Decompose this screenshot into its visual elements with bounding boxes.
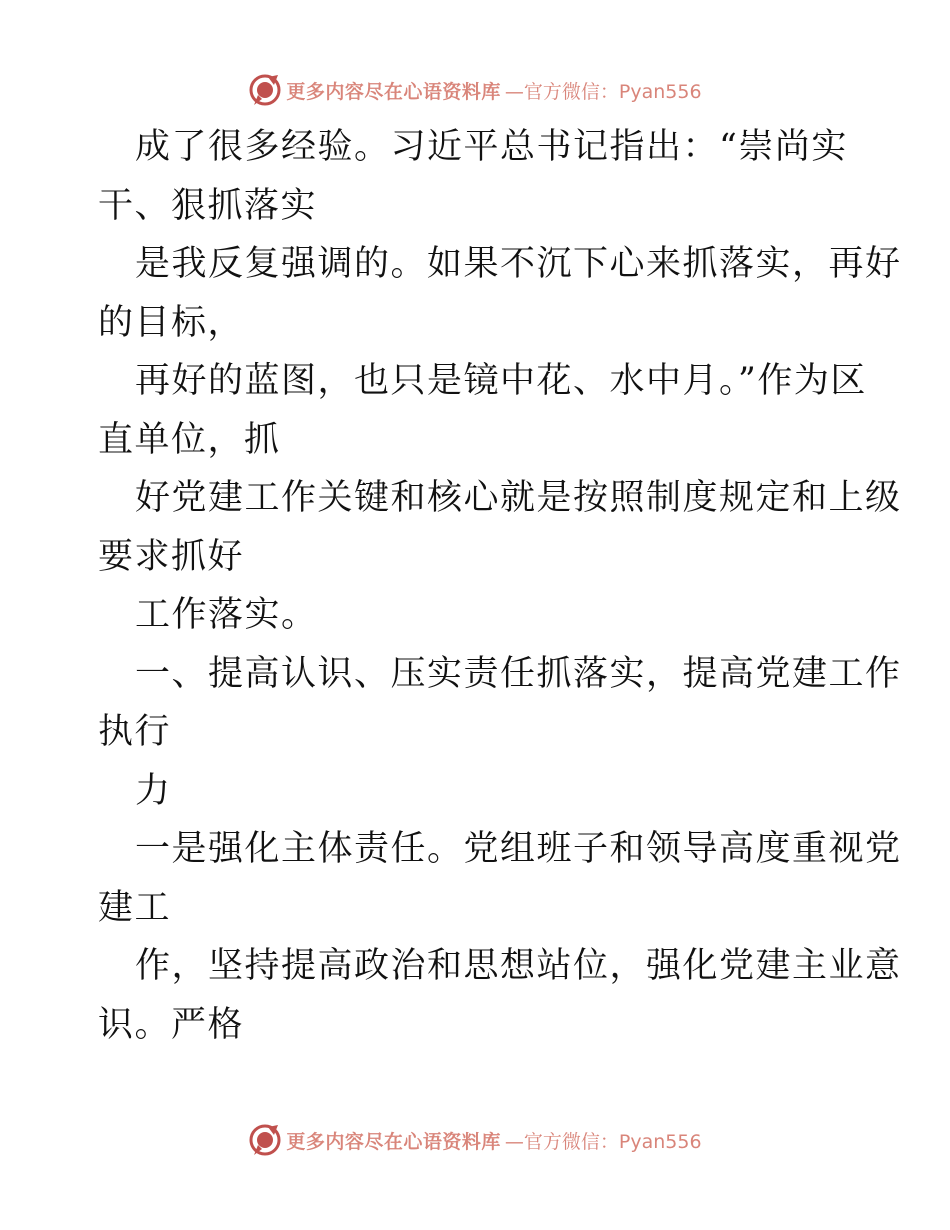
header-banner-wechat: —官方微信：Pyan556 [504, 80, 702, 103]
section-heading-line: 执行 [98, 712, 172, 752]
text-line: 作，坚持提高政治和思想站位，强化党建主业意 [135, 946, 902, 986]
footer-banner-wechat: —官方微信：Pyan556 [504, 1130, 702, 1153]
text-line: 干、狠抓落实 [98, 185, 318, 226]
section-heading-line: 一、提高认识、压实责任抓落实，提高党建工作 [135, 653, 902, 694]
header-banner-inner [248, 73, 701, 107]
text-line: 再好的蓝图，也只是镜中花、水中月。”作为区 [135, 361, 867, 401]
brand-logo-icon [248, 73, 282, 107]
text-line: 建工 [98, 887, 172, 928]
document-body [98, 118, 902, 1054]
text-line: 的目标， [98, 302, 245, 343]
text-line: 要求抓好 [98, 536, 245, 577]
footer-banner-title: 更多内容尽在心语资料库 [286, 1130, 501, 1153]
text-line: 工作落实。 [135, 595, 318, 635]
text-line: 好党建工作关键和核心就是按照制度规定和上级 [135, 478, 902, 518]
text-line: 直单位，抓 [98, 419, 281, 460]
section-heading-line: 力 [135, 770, 172, 811]
text-line: 成了很多经验。习近平总书记指出：“崇尚实 [135, 127, 848, 167]
footer-banner-inner [248, 1123, 701, 1157]
brand-logo-icon [248, 1123, 282, 1157]
text-line: 一是强化主体责任。党组班子和领导高度重视党 [135, 829, 902, 869]
text-line: 是我反复强调的。如果不沉下心来抓落实，再好 [135, 244, 902, 284]
header-banner [0, 70, 950, 110]
text-line: 识。严格 [98, 1004, 245, 1045]
header-banner-title: 更多内容尽在心语资料库 [286, 80, 501, 103]
footer-banner [0, 1120, 950, 1160]
